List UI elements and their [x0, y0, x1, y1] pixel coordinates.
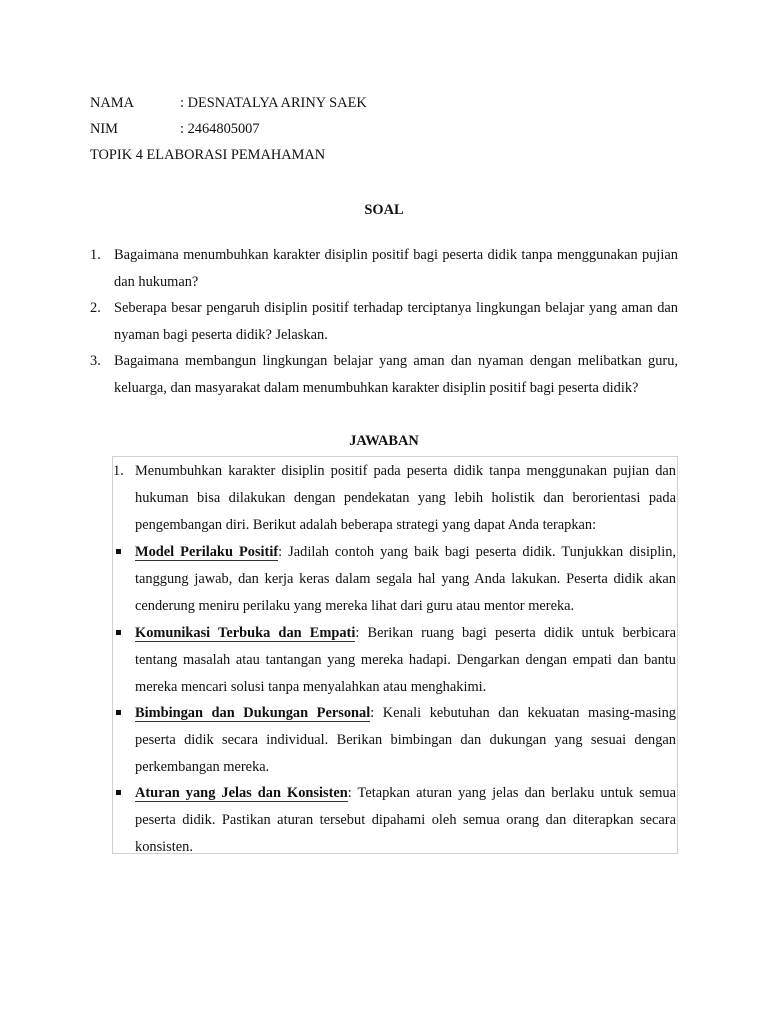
answer-point-1 — [113, 539, 679, 619]
point-text: : Berikan ruang bagi peserta didik untuk berbicara tentang masalah atau tantangan yang mereka hadapi. Dengarkan dengan empati dan bantu mereka mencari solusi tanpa menyalahkan atau menghakimi. — [135, 625, 676, 695]
answer-intro-text: Menumbuhkan karakter disiplin positif pada peserta didik tanpa menggunakan pujian dan hukuman bisa dilakukan dengan pendekatan yang lebih holistik dan berorientasi pada pengembangan diri. Berikut adalah beberapa strategi yang dapat Anda terapkan: — [135, 463, 676, 533]
square-bullet-icon — [116, 630, 121, 635]
soal-heading: SOAL — [364, 202, 404, 218]
answer-box — [112, 456, 678, 854]
point-title: Komunikasi Terbuka dan Empati — [135, 625, 356, 641]
answer-intro — [113, 458, 679, 538]
answer-point-2 — [113, 620, 679, 700]
point-text: : Tetapkan aturan yang jelas dan berlaku untuk semua peserta didik. Pastikan aturan tersebut dipahami oleh semua orang dan diterapkan secara konsisten. — [135, 785, 676, 855]
point-text: : Kenali kebutuhan dan kekuatan masing-masing peserta didik secara individual. Berikan bimbingan dan dukungan yang sesuai dengan perkembangan mereka. — [135, 705, 676, 775]
name-row — [90, 93, 367, 113]
point-title: Aturan yang Jelas dan Konsisten — [135, 785, 348, 801]
name-value: : DESNATALYA ARINY SAEK — [180, 95, 367, 111]
answer-point-4 — [113, 780, 679, 860]
point-text: : Jadilah contoh yang baik bagi peserta didik. Tunjukkan disiplin, tanggung jawab, dan kerja keras dalam segala hal yang Anda lakukan. Peserta didik akan cenderung meniru perilaku yang mereka lihat dari guru atau mentor mereka. — [135, 544, 676, 614]
soal-text: Bagaimana membangun lingkungan belajar yang aman dan nyaman dengan melibatkan guru, keluarga, dan masyarakat dalam menumbuhkan karakter disiplin positif bagi peserta didik? — [114, 353, 678, 396]
nim-label: NIM — [90, 121, 118, 137]
soal-list — [90, 242, 678, 401]
soal-number: 3. — [90, 353, 101, 369]
point-title: Model Perilaku Positif — [135, 544, 279, 560]
soal-item-3 — [90, 348, 678, 401]
point-title: Bimbingan dan Dukungan Personal — [135, 705, 371, 721]
square-bullet-icon — [116, 549, 121, 554]
answer-number: 1. — [113, 463, 124, 479]
jawaban-heading: JAWABAN — [349, 433, 419, 449]
square-bullet-icon — [116, 710, 121, 715]
soal-text: Bagaimana menumbuhkan karakter disiplin positif bagi peserta didik tanpa menggunakan pujian dan hukuman? — [114, 247, 678, 290]
soal-text: Seberapa besar pengaruh disiplin positif terhadap terciptanya lingkungan belajar yang aman dan nyaman bagi peserta didik? Jelaskan. — [114, 300, 678, 343]
soal-number: 1. — [90, 247, 101, 263]
nim-row — [90, 119, 260, 139]
nim-value: : 2464805007 — [180, 121, 260, 137]
square-bullet-icon — [116, 790, 121, 795]
topic-line: TOPIK 4 ELABORASI PEMAHAMAN — [90, 147, 326, 163]
soal-number: 2. — [90, 300, 101, 316]
name-label: NAMA — [90, 95, 134, 111]
answer-point-3 — [113, 700, 679, 780]
soal-item-1 — [90, 242, 678, 295]
soal-item-2 — [90, 295, 678, 348]
